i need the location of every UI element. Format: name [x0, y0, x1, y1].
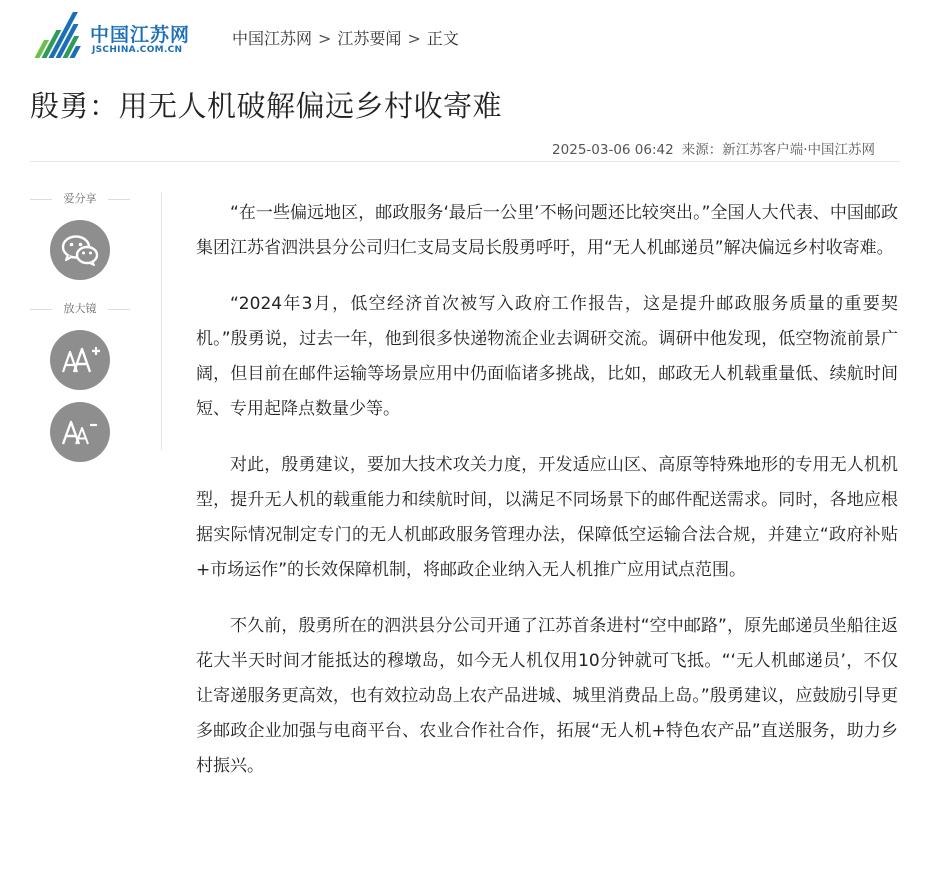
- font-decrease-icon: [50, 402, 110, 462]
- side-divider: [161, 192, 162, 450]
- logo-name-cn: 中国江苏网: [90, 24, 191, 46]
- breadcrumb: [232, 26, 459, 49]
- logo-mark-icon: [34, 10, 84, 62]
- article-body: [196, 196, 898, 805]
- logo-name-en: JSCHINA.COM.CN: [92, 45, 183, 55]
- title-divider: [30, 161, 900, 162]
- site-logo[interactable]: [34, 10, 204, 62]
- breadcrumb-separator: >: [407, 29, 421, 48]
- font-increase-icon: [50, 330, 110, 390]
- font-increase-button[interactable]: [50, 330, 110, 390]
- article-paragraph: “在一些偏远地区，邮政服务‘最后一公里’不畅问题还比较突出。”全国人大代表、中国邮政集团江苏省泗洪县分公司归仁支局支局长殷勇呼吁，用“无人机邮递员”解决偏远乡村收寄难。: [196, 203, 898, 258]
- article-paragraph: “2024年3月，低空经济首次被写入政府工作报告，这是提升邮政服务质量的重要契机。”殷勇说，过去一年，他到很多快递物流企业去调研交流。调研中他发现，低空物流前景广阔，但目前在邮件运输等场景应用中仍面临诸多挑战，比如，邮政无人机载重量低、续航时间短、专用起降点数量少等。: [196, 294, 898, 419]
- breadcrumb-separator: >: [318, 29, 332, 48]
- article-meta: [552, 138, 875, 158]
- font-decrease-button[interactable]: [50, 402, 110, 462]
- breadcrumb-current: 正文: [426, 29, 459, 48]
- publish-datetime: 2025-03-06 06:42: [552, 142, 674, 158]
- wechat-icon: [50, 220, 110, 280]
- article-title: 殷勇：用无人机破解偏远乡村收寄难: [30, 89, 503, 123]
- zoom-label: 放大镜: [30, 300, 130, 318]
- article-paragraph: 不久前，殷勇所在的泗洪县分公司开通了江苏首条进村“空中邮路”，原先邮递员坐船往返花大半天时间才能抵达的穆墩岛，如今无人机仅用10分钟就可飞抵。“‘无人机邮递员’，不仅让寄递服务更高效，也有效拉动岛上农产品进城、城里消费品上岛。”殷勇建议，应鼓励引导更多邮政企业加强与电商平台、农业合作社合作，拓展“无人机+特色农产品”直送服务，助力乡村振兴。: [196, 616, 898, 776]
- source-label: 来源：: [681, 142, 723, 158]
- article-paragraph: 对此，殷勇建议，要加大技术攻关力度，开发适应山区、高原等特殊地形的专用无人机机型，提升无人机的载重能力和续航时间，以满足不同场景下的邮件配送需求。同时，各地应根据实际情况制定专门的无人机邮政服务管理办法，保障低空运输合法合规，并建立“政府补贴+市场运作”的长效保障机制，将邮政企业纳入无人机推广应用试点范围。: [196, 455, 898, 580]
- breadcrumb-section-link[interactable]: 江苏要闻: [337, 29, 402, 48]
- breadcrumb-home-link[interactable]: 中国江苏网: [232, 29, 313, 48]
- wechat-share-button[interactable]: [50, 220, 110, 280]
- share-label: 爱分享: [30, 190, 130, 208]
- article-source: 新江苏客户端·中国江苏网: [722, 142, 875, 158]
- side-toolbar: [30, 190, 130, 462]
